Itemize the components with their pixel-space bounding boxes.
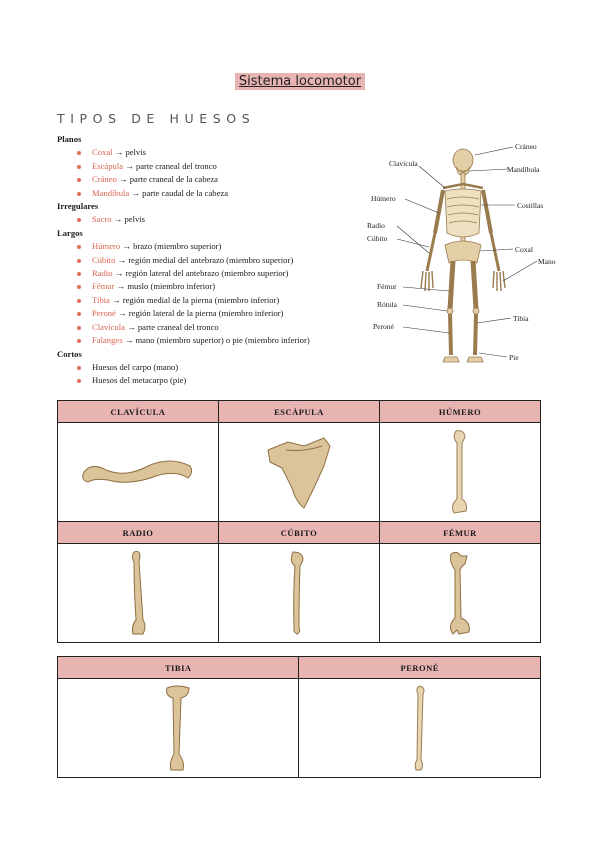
label-costillas: Costillas	[517, 201, 544, 210]
list-item	[77, 334, 367, 347]
arrow: →	[113, 214, 123, 225]
clavicle-image	[78, 452, 198, 492]
list-item	[77, 173, 367, 186]
bone-types-list	[57, 133, 367, 388]
image-cell	[58, 544, 219, 643]
bones-table-1	[57, 400, 541, 643]
header-cell: CÚBITO	[219, 522, 380, 544]
group-list-planos	[57, 146, 367, 200]
group-label-largos: Largos	[57, 227, 83, 238]
arrow: →	[127, 321, 136, 332]
skeleton-figure	[363, 133, 563, 381]
arrow: →	[131, 187, 140, 198]
bones-table-2	[57, 656, 541, 778]
header-cell: RADIO	[58, 522, 219, 544]
list-item	[77, 267, 367, 280]
bone-term: Clavícula	[92, 321, 125, 332]
bone-description: Huesos del carpo (mano)	[92, 361, 179, 372]
list-item	[77, 146, 367, 159]
header-cell: ESCÁPULA	[219, 401, 380, 423]
radius-image	[127, 550, 149, 636]
arrow: →	[122, 241, 131, 252]
bone-term: Húmero	[92, 241, 121, 252]
list-item	[77, 240, 367, 253]
header-cell: HÚMERO	[380, 401, 541, 423]
list-item	[77, 294, 367, 307]
arrow: →	[117, 254, 127, 265]
bone-term: Radio	[92, 268, 113, 279]
tibia-image	[163, 684, 193, 772]
list-item	[77, 307, 367, 320]
section-heading: TIPOS DE HUESOS	[57, 111, 256, 126]
bone-description: región lateral de la pierna (miembro inferior)	[128, 308, 284, 319]
arrow: →	[125, 160, 134, 171]
list-item	[77, 160, 367, 173]
header-cell: TIBIA	[58, 657, 299, 679]
bone-description: Huesos del metacarpo (pie)	[92, 375, 187, 386]
arrow: →	[118, 174, 128, 185]
arrow: →	[112, 294, 121, 305]
label-craneo: Cráneo	[515, 142, 537, 151]
arrow: →	[116, 281, 126, 292]
image-cell	[58, 679, 299, 778]
group-list-irregulares	[57, 213, 367, 226]
skeleton-drawing	[421, 149, 505, 362]
bone-term: Cúbito	[92, 254, 116, 265]
image-cell	[380, 423, 541, 522]
arrow: →	[118, 308, 127, 319]
bone-term: Tibia	[92, 294, 110, 305]
page-title: Sistema locomotor	[235, 73, 365, 90]
group-label-cortos: Cortos	[57, 348, 82, 359]
group-label-irregulares: Irregulares	[57, 201, 99, 212]
fibula-image	[410, 684, 430, 772]
bone-term: Sacro	[92, 214, 112, 225]
header-cell: CLAVÍCULA	[58, 401, 219, 423]
bone-term: Mandíbula	[92, 187, 130, 198]
label-humero: Húmero	[371, 194, 396, 203]
header-cell: PERONÉ	[299, 657, 541, 679]
label-coxal: Coxal	[515, 245, 533, 254]
image-cell	[58, 423, 219, 522]
list-item	[77, 361, 367, 374]
ulna-image	[287, 550, 311, 636]
bone-description: región lateral del antebrazo (miembro superior)	[125, 268, 289, 279]
label-perone: Peroné	[373, 322, 394, 331]
label-mano: Mano	[538, 257, 556, 266]
arrow: →	[114, 268, 124, 279]
bone-term: Coxal	[92, 147, 113, 158]
header-cell: FÉMUR	[380, 522, 541, 544]
bone-description: pelvis	[125, 147, 146, 158]
arrow: →	[114, 147, 124, 158]
group-list-cortos	[57, 361, 367, 388]
label-clavicula: Clavícula	[389, 159, 418, 168]
list-item	[77, 321, 367, 334]
humerus-image	[448, 429, 472, 515]
bone-term: Falanges	[92, 335, 123, 346]
bone-description: región medial de la pierna (miembro inferior)	[122, 294, 280, 305]
label-cubito: Cúbito	[367, 234, 388, 243]
list-item	[77, 374, 367, 387]
label-femur: Fémur	[377, 282, 397, 291]
bone-description: brazo (miembro superior)	[133, 241, 222, 252]
bone-description: parte craneal del tronco	[135, 160, 217, 171]
bone-term: Escápula	[92, 160, 124, 171]
label-rotula: Rótula	[377, 300, 397, 309]
bone-description: parte craneal de la cabeza	[129, 174, 218, 185]
label-tibia: Tibia	[513, 314, 529, 323]
bone-term: Cráneo	[92, 174, 117, 185]
image-cell	[299, 679, 541, 778]
group-list-largos	[57, 240, 367, 347]
label-radio: Radio	[367, 221, 385, 230]
scapula-image	[264, 432, 334, 512]
list-item	[77, 280, 367, 293]
bone-description: parte craneal del tronco	[137, 321, 219, 332]
list-item	[77, 254, 367, 267]
arrow: →	[124, 335, 134, 346]
list-item	[77, 187, 367, 200]
image-cell	[219, 544, 380, 643]
label-mandibula: Mandíbula	[507, 165, 540, 174]
bone-term: Peroné	[92, 308, 116, 319]
femur-image	[445, 550, 475, 636]
list-item	[77, 213, 367, 226]
label-pie: Pie	[509, 353, 519, 362]
image-cell	[380, 544, 541, 643]
bone-description: parte caudal de la cabeza	[142, 187, 229, 198]
bone-description: muslo (miembro inferior)	[127, 281, 216, 292]
bone-term: Fémur	[92, 281, 115, 292]
bone-description: pelvis	[124, 214, 146, 225]
bone-description: región medial del antebrazo (miembro superior)	[128, 254, 294, 265]
group-label-planos: Planos	[57, 134, 82, 144]
bone-description: mano (miembro superior) o pie (miembro inferior)	[135, 335, 310, 346]
image-cell	[219, 423, 380, 522]
title-container	[0, 72, 600, 90]
